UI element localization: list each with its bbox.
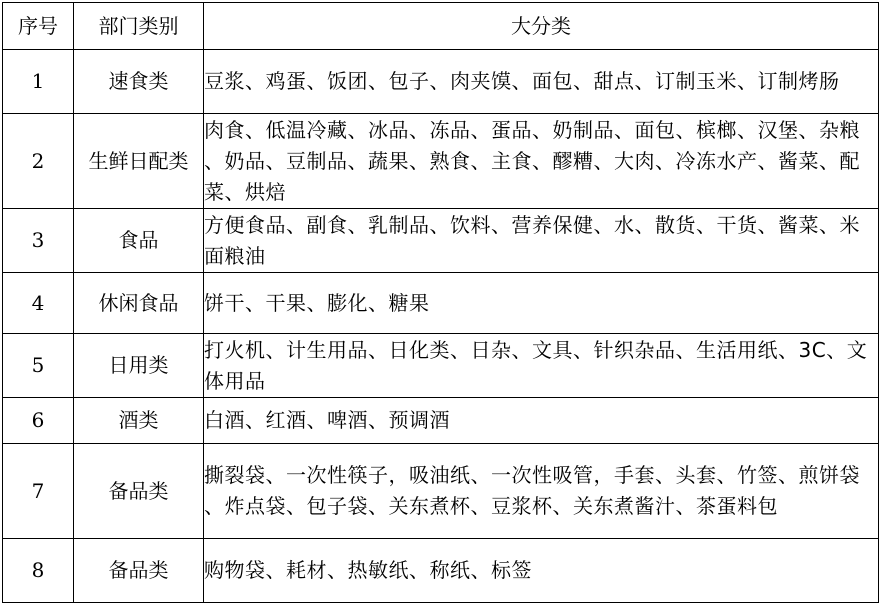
header-row [3, 3, 879, 50]
row-department: 食品 [74, 209, 204, 273]
table-row [3, 273, 879, 334]
row-categories: 方便食品、副食、乳制品、饮料、营养保健、水、散货、干货、酱菜、米面粮油 [204, 209, 879, 273]
row-categories: 打火机、计生用品、日化类、日杂、文具、针织杂品、生活用纸、3C、文体用品 [204, 334, 879, 398]
row-index: 2 [3, 114, 74, 209]
row-department: 酒类 [74, 398, 204, 444]
row-index: 6 [3, 398, 74, 444]
table-row [3, 209, 879, 273]
row-index: 3 [3, 209, 74, 273]
row-department: 日用类 [74, 334, 204, 398]
row-categories: 白酒、红酒、啤酒、预调酒 [204, 398, 879, 444]
row-categories: 豆浆、鸡蛋、饭团、包子、肉夹馍、面包、甜点、订制玉米、订制烤肠 [204, 50, 879, 114]
row-index: 8 [3, 539, 74, 603]
table-row [3, 444, 879, 539]
table-row [3, 398, 879, 444]
table-row [3, 50, 879, 114]
row-categories: 撕裂袋、一次性筷子，吸油纸、一次性吸管，手套、头套、竹签、煎饼袋、炸点袋、包子袋、关东煮杯、豆浆杯、关东煮酱汁、茶蛋料包 [204, 444, 879, 539]
row-categories: 购物袋、耗材、热敏纸、称纸、标签 [204, 539, 879, 603]
row-index: 1 [3, 50, 74, 114]
category-table [2, 2, 879, 603]
row-department: 休闲食品 [74, 273, 204, 334]
header-categories: 大分类 [204, 3, 879, 50]
table-row [3, 539, 879, 603]
row-department: 备品类 [74, 539, 204, 603]
table-row [3, 334, 879, 398]
row-department: 备品类 [74, 444, 204, 539]
row-department: 速食类 [74, 50, 204, 114]
row-categories: 饼干、干果、膨化、糖果 [204, 273, 879, 334]
header-department: 部门类别 [74, 3, 204, 50]
table-row [3, 114, 879, 209]
row-categories: 肉食、低温冷藏、冰品、冻品、蛋品、奶制品、面包、槟榔、汉堡、杂粮、奶品、豆制品、蔬果、熟食、主食、醪糟、大肉、冷冻水产、酱菜、配菜、烘焙 [204, 114, 879, 209]
row-index: 4 [3, 273, 74, 334]
header-index: 序号 [3, 3, 74, 50]
row-index: 7 [3, 444, 74, 539]
row-index: 5 [3, 334, 74, 398]
row-department: 生鲜日配类 [74, 114, 204, 209]
